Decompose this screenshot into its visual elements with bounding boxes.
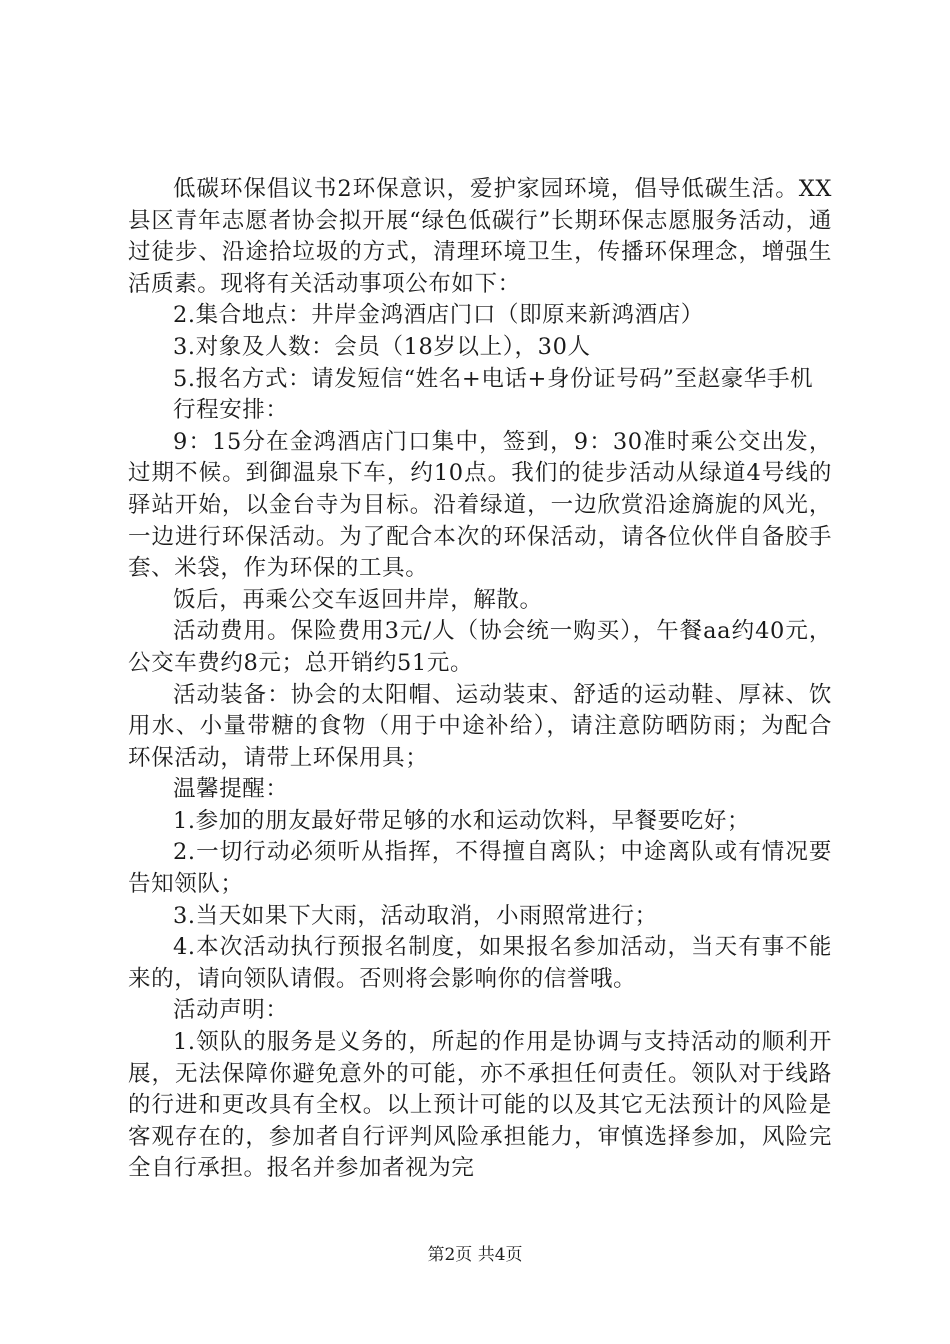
paragraph-equipment: 活动装备：协会的太阳帽、运动装束、舒适的运动鞋、厚袜、饮用水、小量带糖的食物（用于中途补给），请注意防晒防雨；为配合环保活动，请带上环保用具； bbox=[128, 681, 832, 771]
paragraph-meeting-place: 2.集合地点：井岸金鸿酒店门口（即原来新鸿酒店） bbox=[173, 302, 704, 329]
reminder-item-1: 1.参加的朋友最好带足够的水和运动饮料，早餐要吃好； bbox=[173, 807, 751, 834]
reminder-item-4: 4.本次活动执行预报名制度，如果报名参加活动，当天有事不能来的，请向领队请假。否则将会影响你的信誉哦。 bbox=[128, 934, 832, 992]
heading-reminders: 温馨提醒： bbox=[173, 776, 289, 803]
paragraph-costs: 活动费用。保险费用3元/人（协会统一购买），午餐aa约40元，公交车费约8元；总开销约51元。 bbox=[128, 618, 832, 676]
paragraph-intro: 低碳环保倡议书2环保意识，爱护家园环境，倡导低碳生活。XX县区青年志愿者协会拟开展“绿色低碳行”长期环保志愿服务活动，通过徒步、沿途拾垃圾的方式，清理环境卫生，传播环保理念，增强生活质素。现将有关活动事项公布如下： bbox=[128, 176, 832, 297]
statement-item-1: 1.领队的服务是义务的，所起的作用是协调与支持活动的顺利开展，无法保障你避免意外的可能，亦不承担任何责任。领队对于线路的行进和更改具有全权。以上预计可能的以及其它无法预计的风险是客观存在的，参加者自行评判风险承担能力，审慎选择参加，风险完全自行承担。报名并参加者视为完 bbox=[128, 1029, 832, 1182]
page-number-footer: 第2页 共4页 bbox=[427, 1245, 523, 1265]
reminder-item-2: 2.一切行动必须听从指挥，不得擅自离队；中途离队或有情况要告知领队； bbox=[128, 839, 832, 898]
paragraph-itinerary: 9：15分在金鸿酒店门口集中，签到，9：30准时乘公交出发，过期不候。到御温泉下车，约10点。我们的徒步活动从绿道4号线的驿站开始，以金台寺为目标。沿着绿道，一边欣赏沿途旖旎的风光，一边进行环保活动。为了配合本次的环保活动，请各位伙伴自备胶手套、米袋，作为环保的工具。 bbox=[128, 428, 832, 582]
paragraph-participants: 3.对象及人数：会员（18岁以上），30人 bbox=[173, 333, 591, 360]
reminder-item-3: 3.当天如果下大雨，活动取消，小雨照常进行； bbox=[173, 902, 658, 929]
paragraph-registration: 5.报名方式：请发短信“姓名+电话+身份证号码”至赵豪华手机 bbox=[173, 365, 814, 392]
paragraph-return: 饭后，再乘公交车返回井岸，解散。 bbox=[173, 586, 543, 613]
heading-statement: 活动声明： bbox=[173, 997, 289, 1024]
document-body bbox=[128, 174, 832, 1185]
heading-itinerary: 行程安排： bbox=[173, 397, 289, 424]
